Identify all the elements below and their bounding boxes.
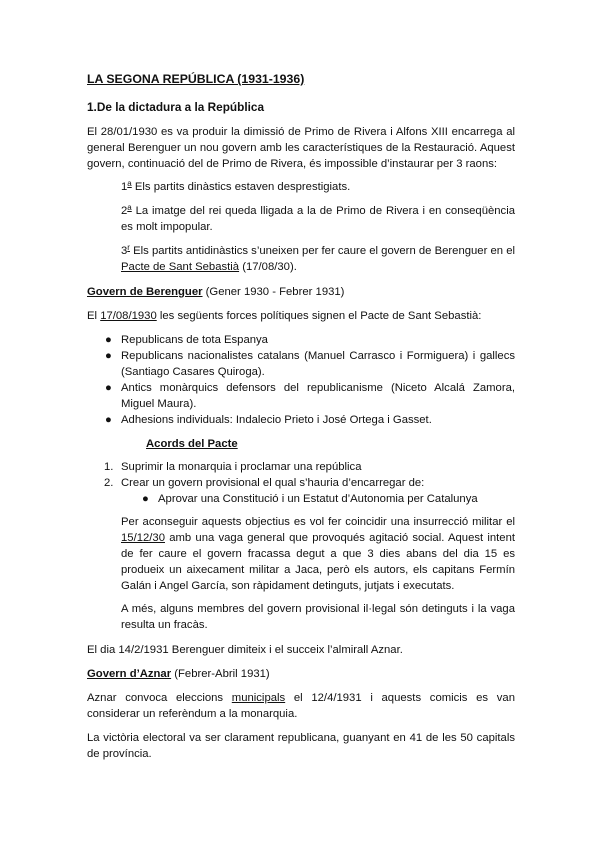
berenguer-heading: Govern de Berenguer (Gener 1930 - Febrer 1931) xyxy=(87,286,345,298)
bullet-icon: ● xyxy=(142,493,149,505)
list-item: ● Aprovar una Constitució i un Estatut d’Autonomia per Catalunya xyxy=(142,493,478,505)
page-title: LA SEGONA REPÚBLICA (1931-1936) xyxy=(87,72,305,86)
reason-3: 3$^r$ Els partits antidinàstics s’uneixen per fer caure el govern de Berenguer en el Pacte de Sant Sebastià (17/08/30). xyxy=(121,243,515,273)
bullet-icon: ● xyxy=(105,334,112,346)
bullet-icon: ● xyxy=(105,414,112,426)
reason-2: 2$^a$ La imatge del rei queda lligada a la de Primo de Rivera i en conseqüència es molt impopular. xyxy=(121,203,515,233)
reason-1: 1$^a$ Els partits dinàstics estaven desprestigiats. xyxy=(121,179,351,193)
dimissio-paragraph: El dia 14/2/1931 Berenguer dimiteix i el succeix l’almirall Aznar. xyxy=(87,644,403,656)
bullet-icon: ● xyxy=(105,350,112,362)
list-item: ● Republicans de tota Espanya xyxy=(105,334,268,346)
list-item: ● Adhesions individuals: Indalecio Prieto i José Ortega i Gasset. xyxy=(105,414,432,426)
aznar-heading: Govern d’Aznar (Febrer-Abril 1931) xyxy=(87,668,270,680)
bullet-icon: ● xyxy=(105,382,112,394)
acords-heading: Acords del Pacte xyxy=(146,438,238,450)
pacte-intro: El 17/08/1930 les següents forces polítiques signen el Pacte de Sant Sebastià: xyxy=(87,310,482,322)
detinguts-paragraph: A més, alguns membres del govern provisional il·legal són detinguts i la vaga resulta un fracàs. xyxy=(121,603,515,631)
pacte-link: Pacte de Sant Sebastià xyxy=(121,261,240,273)
list-item: ● Antics monàrquics defensors del republicanisme (Niceto Alcalá Zamora, Miguel Maura). xyxy=(105,382,515,410)
intro-paragraph: El 28/01/1930 es va produir la dimissió de Primo de Rivera i Alfons XIII encarrega al general Berenguer un nou govern amb les característiques de la Restauració. Aquest govern, continuació del de Primo de Rivera, és impossible d’instaurar per 3 raons: xyxy=(87,126,515,170)
eleccions-paragraph: Aznar convoca eleccions municipals el 12/4/1931 i aquests comicis es van considerar un referèndum a la monarquia. xyxy=(87,692,515,720)
victoria-paragraph: La victòria electoral va ser clarament republicana, guanyant en 41 de les 50 capitals de província. xyxy=(87,732,515,760)
list-item: 2. Crear un govern provisional el qual s’hauria d’encarregar de: xyxy=(104,477,425,489)
list-item: ● Republicans nacionalistes catalans (Manuel Carrasco i Formiguera) i gallecs (Santiago Casares Quiroga). xyxy=(105,350,515,378)
insurreccio-paragraph: Per aconseguir aquests objectius es vol fer coincidir una insurrecció militar el 15/12/30 amb una vaga general que provoqués agitació social. Aquest intent de fer caure el govern fracassa degut a que 3 dies abans del dia 15 es produeix un aixecament militar a Jaca, però els autors, els capitans Fermín Galán i Angel García, son ràpidament detinguts, jutjats i executats. xyxy=(121,516,515,592)
section-heading: 1.De la dictadura a la República xyxy=(87,100,265,114)
list-item: 1. Suprimir la monarquia i proclamar una república xyxy=(104,461,362,473)
